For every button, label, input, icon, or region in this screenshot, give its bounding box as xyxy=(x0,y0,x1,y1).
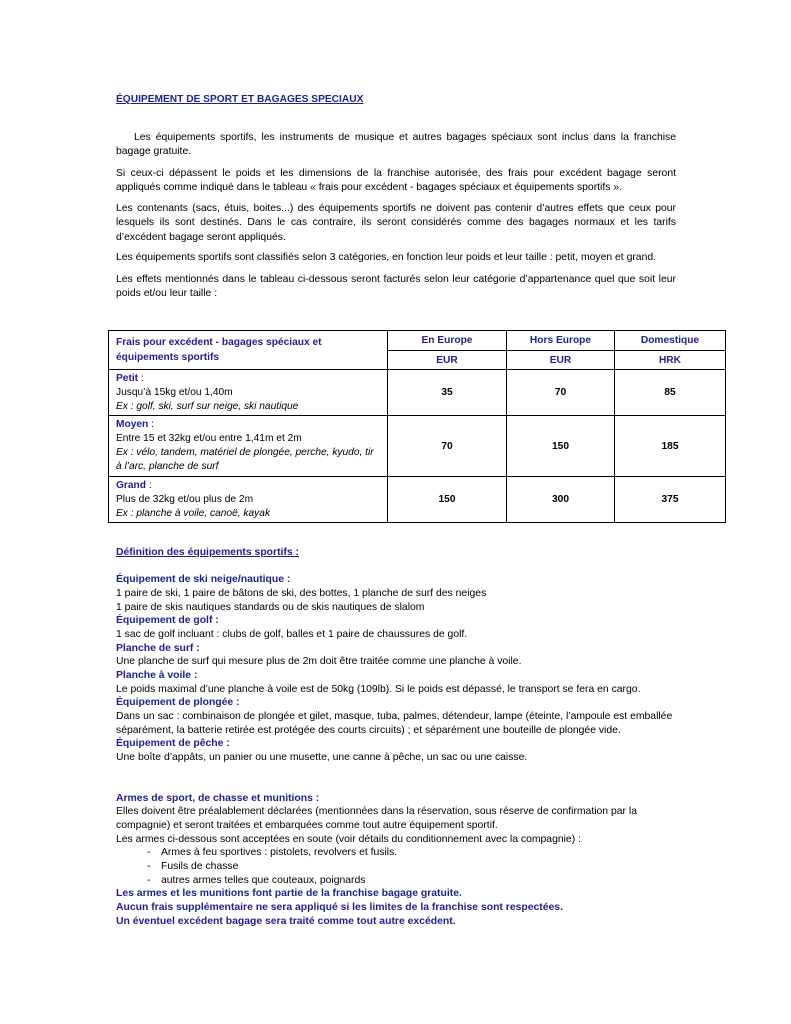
category-name: Moyen xyxy=(116,419,149,430)
category-name: Petit xyxy=(116,372,139,384)
weapon-item: Armes à feu sportives : pistolets, revolvers et fusils. xyxy=(161,847,398,859)
diving-line: Dans un sac : combinaison de plongée et gilet, masque, tuba, palmes, détendeur, lampe (éteinte, l’ampoule est emballée séparément, la batterie retirée est protégée des courts circuits) ; et séparément une bouteille de plongée vide. xyxy=(116,710,673,736)
ski-heading: Équipement de ski neige/nautique : xyxy=(116,574,291,586)
weapon-item: autres armes telles que couteaux, poignards xyxy=(161,874,366,886)
billing-paragraph: Les effets mentionnés dans le tableau ci-dessous seront facturés selon leur catégorie d’appartenance quel que soit leur poids et/ou leur taille : xyxy=(116,274,676,300)
surf-heading: Planche de surf : xyxy=(116,642,200,654)
category-cell: Grand : Plus de 32kg et/ou plus de 2m Ex : planche à voile, canoë, kayak xyxy=(109,477,388,523)
categories-paragraph: Les équipements sportifs sont classifiés selon 3 catégories, en fonction leur poids et leur taille : petit, moyen et grand. xyxy=(116,252,657,263)
category-example: Ex : golf, ski, surf sur neige, ski nautique xyxy=(116,400,299,412)
category-example: Ex : planche à voile, canoë, kayak xyxy=(116,507,271,519)
fee-value: 70 xyxy=(507,370,615,416)
fishing-line: Une boîte d’appâts, un panier ou une musette, une canne à pêche, un sac ou une caisse. xyxy=(116,751,528,763)
fees-table xyxy=(108,330,726,523)
column-region: Hors Europe xyxy=(507,331,615,351)
column-region: En Europe xyxy=(388,331,507,351)
category-cell: Petit : Jusqu’à 15kg et/ou 1,40m Ex : golf, ski, surf sur neige, ski nautique xyxy=(109,370,388,416)
list-item: - autres armes telles que couteaux, poignards xyxy=(147,874,366,886)
definitions-section xyxy=(116,546,676,928)
category-limit: Jusqu’à 15kg et/ou 1,40m xyxy=(116,386,233,398)
list-item: - Fusils de chasse xyxy=(147,861,239,873)
weapons-note: Les armes et les munitions font partie de la franchise bagage gratuite. xyxy=(116,888,462,900)
fee-value: 150 xyxy=(507,416,615,477)
table-row xyxy=(109,370,726,416)
fee-value: 70 xyxy=(388,416,507,477)
fees-table-header-label: Frais pour excédent - bagages spéciaux et équipements sportifs xyxy=(109,331,388,370)
fishing-heading: Équipement de pêche : xyxy=(116,738,230,750)
fee-value: 35 xyxy=(388,370,507,416)
page-title: ÉQUIPEMENT DE SPORT ET BAGAGES SPECIAUX xyxy=(116,94,364,105)
category-limit: Entre 15 et 32kg et/ou entre 1,41m et 2m xyxy=(116,433,302,444)
golf-line: 1 sac de golf incluant : clubs de golf, balles et 1 paire de chaussures de golf. xyxy=(116,628,468,640)
weapons-note: Aucun frais supplémentaire ne sera appliqué si les limites de la franchise sont respectées. xyxy=(116,902,563,914)
list-item: - Armes à feu sportives : pistolets, revolvers et fusils. xyxy=(147,847,398,859)
weapons-heading: Armes de sport, de chasse et munitions : xyxy=(116,792,320,804)
column-region: Domestique xyxy=(615,331,726,351)
category-cell: Moyen : Entre 15 et 32kg et/ou entre 1,41m et 2m Ex : vélo, tandem, matériel de plongée, perche, kyudo, tir à l’arc, planche de surf xyxy=(109,416,388,477)
column-currency: EUR xyxy=(388,351,507,370)
diving-heading: Équipement de plongée : xyxy=(116,697,240,709)
weapons-line: Les armes ci-dessous sont acceptées en soute (voir détails du conditionnement avec la compagnie) : xyxy=(116,833,581,845)
containers-paragraph: Les contenants (sacs, étuis, boites...) des équipements sportifs ne doivent pas contenir d’autres effets que ceux pour lesquels ils sont destinés. Dans le cas contraire, ils seront considérés comme des bagages normaux et les tarifs d’excédent bagage seront appliqués. xyxy=(116,203,676,243)
ski-line: 1 paire de skis nautiques standards ou de skis nautiques de slalom xyxy=(116,601,425,613)
column-currency: HRK xyxy=(615,351,726,370)
fee-value: 375 xyxy=(615,477,726,523)
windsurf-heading: Planche à voile : xyxy=(116,669,198,681)
weapons-note: Un éventuel excédent bagage sera traité comme tout autre excédent. xyxy=(116,915,456,927)
category-example: Ex : vélo, tandem, matériel de plongée, perche, kyudo, tir à l’arc, planche de surf xyxy=(116,447,374,472)
fee-value: 300 xyxy=(507,477,615,523)
windsurf-line: Le poids maximal d’une planche à voile est de 50kg (109lb). Si le poids est dépassé, le transport se fera en cargo. xyxy=(116,683,641,695)
table-row xyxy=(109,477,726,523)
category-name: Grand xyxy=(116,479,147,491)
column-currency: EUR xyxy=(507,351,615,370)
fee-value: 185 xyxy=(615,416,726,477)
category-limit: Plus de 32kg et/ou plus de 2m xyxy=(116,493,254,505)
surf-line: Une planche de surf qui mesure plus de 2m doit être traitée comme une planche à voile. xyxy=(116,656,522,668)
excess-paragraph: Si ceux-ci dépassent le poids et les dimensions de la franchise autorisée, des frais pour excédent bagage seront appliqués comme indiqué dans le tableau « frais pour excédent - bagages spéciaux et équipements sportifs ». xyxy=(116,168,676,194)
definitions-heading: Définition des équipements sportifs : xyxy=(116,547,300,558)
weapon-item: Fusils de chasse xyxy=(161,861,239,873)
golf-heading: Équipement de golf : xyxy=(116,615,219,627)
table-row xyxy=(109,416,726,477)
ski-line: 1 paire de ski, 1 paire de bâtons de ski, des bottes, 1 planche de surf des neiges xyxy=(116,587,487,599)
fee-value: 85 xyxy=(615,370,726,416)
fee-value: 150 xyxy=(388,477,507,523)
weapons-line: Elles doivent être préalablement déclarées (mentionnées dans la réservation, sous réserve de confirmation par la compagnie) et seront traitées et embarquées comme tout autre équipement sportif. xyxy=(116,806,637,832)
intro-paragraph: Les équipements sportifs, les instruments de musique et autres bagages spéciaux sont inclus dans la franchise bagage gratuite. xyxy=(116,132,676,158)
